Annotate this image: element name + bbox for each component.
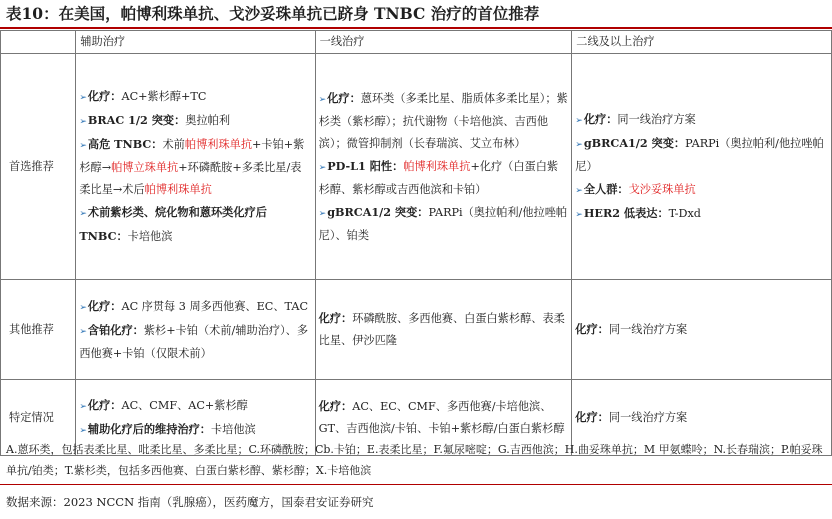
header-cell-empty [1,31,76,54]
cell-specific-first-line: 化疗：AC、EC、CMF、多西他赛/卡培他滨、GT、吉西他滨/卡铂、卡铂+紫杉醇/白蛋白紫杉醇 [315,380,572,456]
bullet-arrow-icon: ➢ [79,302,87,313]
bullet-arrow-icon: ➢ [79,93,87,103]
bullet-arrow-icon: ➢ [79,401,87,412]
cell-specific-adjuvant: ➢化疗：AC、CMF、AC+紫杉醇 ➢辅助化疗后的维持治疗：卡培他滨 [76,380,315,456]
header-first-line: 一线治疗 [315,31,572,54]
title-rule [0,27,832,29]
treatment-table [0,30,832,456]
row-label-specific: 特定情况 [1,380,76,456]
abbreviation-footnote: A.蒽环类，包括表柔比星、吡柔比星、多柔比星；C.环磷酰胺；Cb.卡铂；E.表柔比星；F.氟尿嘧啶；G.吉西他滨；H.曲妥珠单抗；M 甲氨蝶呤；N.长春瑞滨；P.帕妥珠单抗/铂类；T.紫杉类，包括多西他赛、白蛋白紫杉醇、紫杉醇；X.卡培他滨 [6,443,823,477]
cell-preferred-first-line: ➢化疗：蒽环类（多柔比星、脂质体多柔比星）；紫杉类（紫杉醇）；抗代谢物（卡培他滨、吉西他滨）；微管抑制剂（长春瑞滨、艾立布林） ➢PD-L1 阳性：帕博利珠单抗+化疗（白蛋白紫杉醇、紫杉醇或吉西他滨和卡铂） ➢gBRCA1/2 突变：PARPi（奥拉帕利/他拉唑帕尼）、铂类 [315,54,572,280]
header-row [1,31,832,54]
bullet-arrow-icon: ➢ [575,139,583,150]
header-second-line: 二线及以上治疗 [572,31,832,54]
bullet-arrow-icon: ➢ [318,94,327,105]
cell-specific-second-line: 化疗：同一线治疗方案 [572,380,832,456]
cell-preferred-second-line: ➢化疗：同一线治疗方案 ➢gBRCA1/2 突变：PARPi（奥拉帕利/他拉唑帕尼） ➢全人群：戈沙妥珠单抗 ➢HER2 低表达：T-Dxd [572,54,832,280]
data-source: 数据来源：2023 NCCN 指南（乳腺癌），医药魔方，国泰君安证券研究 [6,495,374,509]
cell-preferred-adjuvant: ➢化疗：AC+紫杉醇+TC ➢BRAC 1/2 突变：奥拉帕利 ➢高危 TNBC：术前帕博利珠单抗+卡铂+紫杉醇→帕博立珠单抗+环磷酰胺+多柔比星/表柔比星→术后帕博利珠单抗 ➢术前紫杉类、烷化物和蒽环类化疗后 TNBC：卡培他滨 [76,54,315,280]
bullet-arrow-icon: ➢ [79,425,87,436]
bullet-arrow-icon: ➢ [575,115,583,126]
cell-other-adjuvant: ➢化疗：AC 序贯每 3 周多西他赛、EC、TAC ➢含铂化疗：紫杉+卡铂（术前/辅助治疗）、多西他赛+卡铂（仅限术前） [76,280,315,380]
bullet-arrow-icon: ➢ [575,185,583,196]
source-rule [0,484,832,485]
bullet-arrow-icon: ➢ [79,141,87,151]
row-label-preferred: 首选推荐 [1,54,76,280]
bullet-arrow-icon: ➢ [318,208,327,219]
bullet-arrow-icon: ➢ [79,326,87,337]
table-row-preferred [1,54,832,280]
bullet-arrow-icon: ➢ [318,162,327,173]
header-adjuvant: 辅助治疗 [76,31,315,54]
table-row-other [1,280,832,380]
bullet-arrow-icon: ➢ [79,117,87,127]
cell-other-first-line: 化疗：环磷酰胺、多西他赛、白蛋白紫杉醇、表柔比星、伊沙匹隆 [315,280,572,380]
bullet-arrow-icon: ➢ [575,209,583,220]
cell-other-second-line: 化疗：同一线治疗方案 [572,280,832,380]
table-title: 表10：在美国，帕博利珠单抗、戈沙妥珠单抗已跻身 TNBC 治疗的首位推荐 [6,4,540,23]
row-label-other: 其他推荐 [1,280,76,380]
bullet-arrow-icon: ➢ [79,209,87,219]
